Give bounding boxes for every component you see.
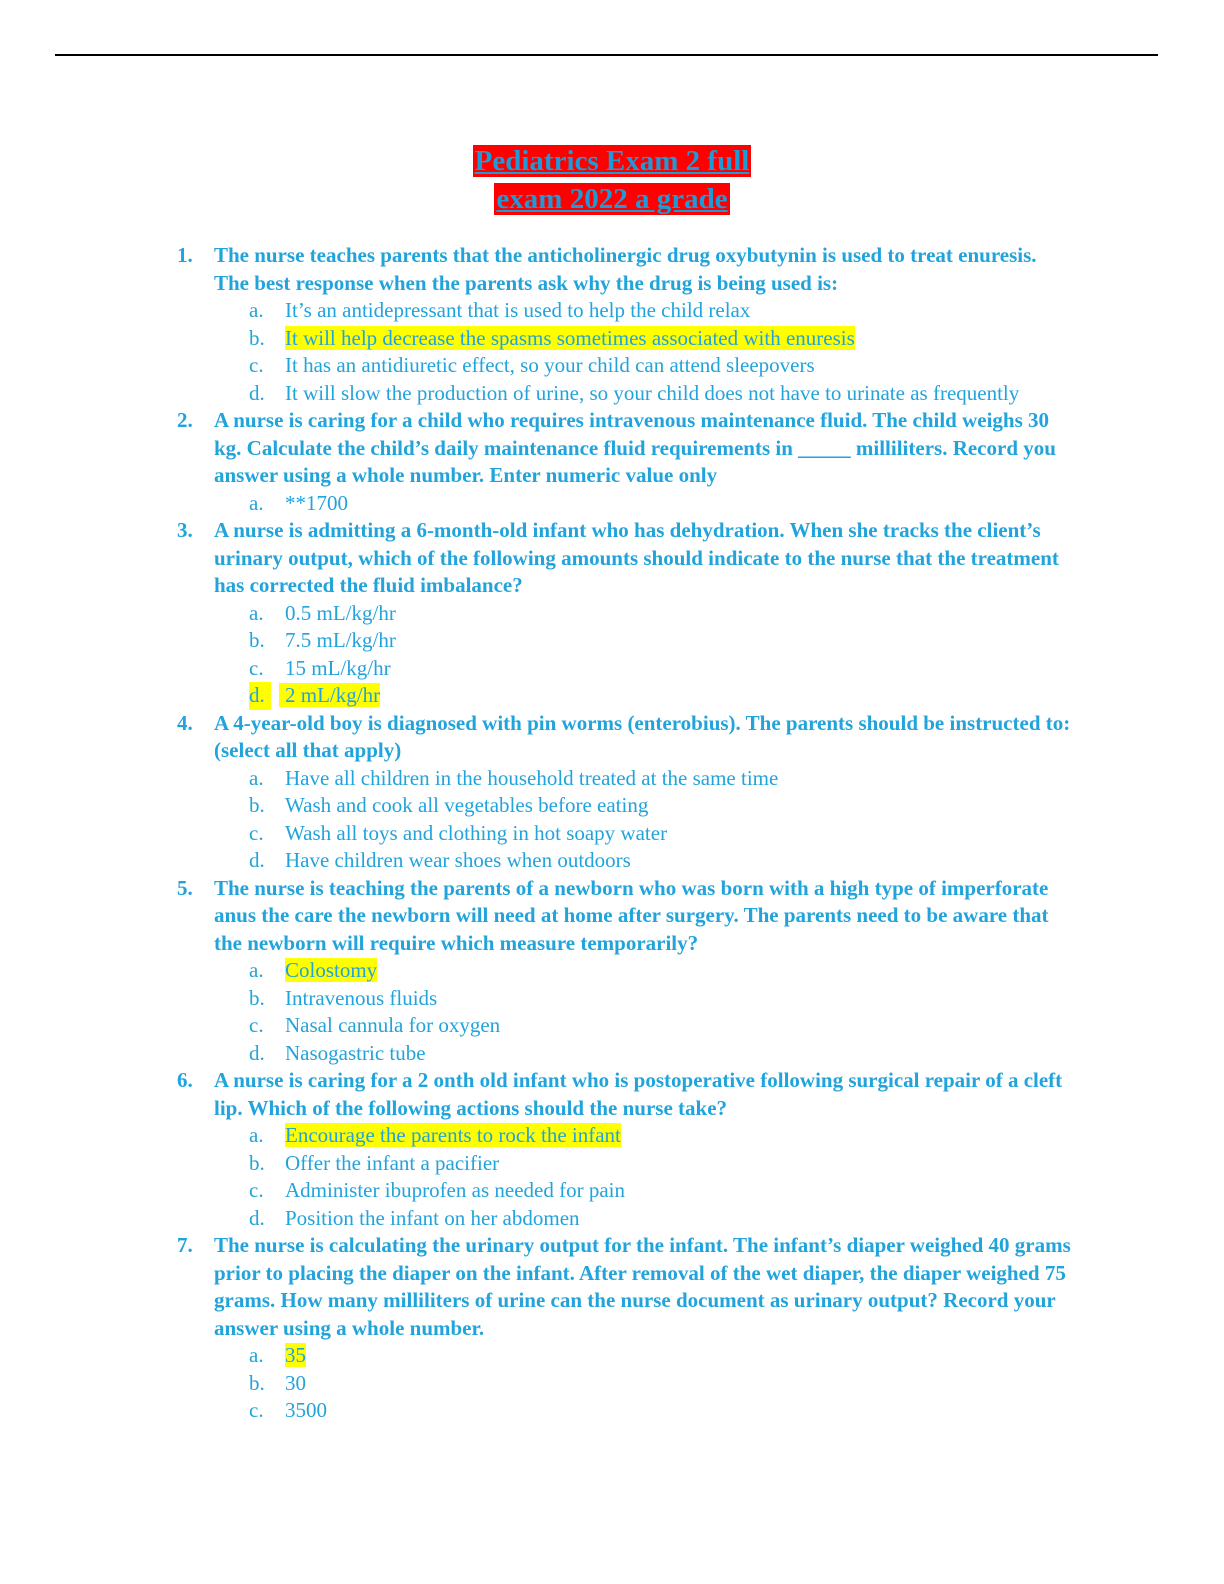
question-3 <box>0 517 1074 600</box>
question-text: A 4-year-old boy is diagnosed with pin worms (enterobius). The parents should be instructed to: (select all that apply) <box>214 710 1071 762</box>
option-letter: d. <box>249 682 271 710</box>
option-letter: d. <box>249 1205 265 1230</box>
answer-option <box>0 352 1045 380</box>
option-text: 0.5 mL/kg/hr <box>285 600 396 625</box>
answer-option <box>0 1397 1045 1425</box>
question-list <box>0 242 1224 1425</box>
option-text: **1700 <box>285 490 348 515</box>
answer-option <box>0 792 1045 820</box>
question-2 <box>0 407 1074 490</box>
answer-option <box>0 380 1045 408</box>
option-text: Nasal cannula for oxygen <box>285 1013 501 1037</box>
answer-option <box>0 682 1039 710</box>
option-letter: c. <box>249 353 264 377</box>
question-number: 2. <box>177 408 193 432</box>
question-4 <box>0 710 1074 765</box>
question-text: A nurse is caring for a 2 onth old infant who is postoperative following surgical repair of a cleft lip. Which of the following actions should the nurse take? <box>214 1068 1063 1120</box>
question-number: 6. <box>177 1068 193 1092</box>
option-letter: a. <box>249 958 264 982</box>
answer-option <box>0 820 1045 848</box>
answer-option <box>0 297 1045 325</box>
answer-option <box>0 600 1045 628</box>
answer-option <box>0 1370 1045 1398</box>
option-text: Offer the infant a pacifier <box>285 1150 500 1175</box>
answer-option <box>0 655 1045 683</box>
answer-option <box>0 1177 1045 1205</box>
title-line-1: Pediatrics Exam 2 full <box>474 145 750 177</box>
answer-option <box>0 847 1045 875</box>
option-text: Nasogastric tube <box>285 1040 426 1065</box>
option-letter: a. <box>249 1343 264 1367</box>
answer-option <box>0 985 1045 1013</box>
question-text: The nurse is calculating the urinary output for the infant. The infant’s diaper weighed 40 grams prior to placing the diaper on the infant. After removal of the wet diaper, the diaper weighed 75 grams. How many milliliters of urine can the nurse document as urinary output? Record your answer using a whole number. <box>214 1233 1071 1340</box>
option-text: 35 <box>285 1343 306 1367</box>
answer-option <box>0 1122 1045 1150</box>
question-7 <box>0 1232 1074 1342</box>
answer-option <box>0 1205 1045 1233</box>
option-text: Have all children in the household treated at the same time <box>285 765 779 790</box>
header-rule <box>55 54 1158 56</box>
answer-option <box>0 957 1045 985</box>
title-line-2: exam 2022 a grade <box>496 183 728 215</box>
question-text: A nurse is admitting a 6-month-old infant who has dehydration. When she tracks the client’s urinary output, which of the following amounts should indicate to the nurse that the treatment has corrected the fluid imbalance? <box>214 518 1059 597</box>
answer-option <box>0 1150 1045 1178</box>
option-letter: a. <box>249 1123 264 1147</box>
option-text: Administer ibuprofen as needed for pain <box>285 1178 625 1202</box>
question-number: 7. <box>177 1233 193 1257</box>
answer-option <box>0 325 1045 353</box>
option-letter: a. <box>249 600 264 625</box>
question-number: 5. <box>177 875 193 900</box>
answer-option <box>0 1342 1045 1370</box>
option-letter: d. <box>249 1040 265 1065</box>
option-text: It has an antidiuretic effect, so your child can attend sleepovers <box>285 353 815 377</box>
option-letter: a. <box>249 765 264 790</box>
option-letter: b. <box>249 325 265 350</box>
option-letter: c. <box>249 1013 264 1037</box>
option-letter: d. <box>249 380 265 405</box>
option-letter: c. <box>249 1178 264 1202</box>
option-text: Encourage the parents to rock the infant <box>285 1123 621 1147</box>
option-text: It will help decrease the spasms sometimes associated with enuresis <box>285 325 855 350</box>
option-text: Wash and cook all vegetables before eating <box>285 793 649 817</box>
option-letter: c. <box>249 655 264 680</box>
option-letter: b. <box>249 1150 265 1175</box>
option-text: 7.5 mL/kg/hr <box>285 628 396 652</box>
question-text: The nurse is teaching the parents of a newborn who was born with a high type of imperforate anus the care the newborn will need at home after surgery. The parents need to be aware that the newborn will require which measure temporarily? <box>214 875 1049 955</box>
option-letter: b. <box>249 793 265 817</box>
question-number: 3. <box>177 518 193 542</box>
document-title <box>0 142 1224 218</box>
question-number: 1. <box>177 243 193 267</box>
option-letter: c. <box>249 820 264 845</box>
option-text: 30 <box>285 1370 306 1395</box>
answer-option <box>0 490 1045 518</box>
option-text: Wash all toys and clothing in hot soapy water <box>285 820 668 845</box>
question-6 <box>0 1067 1074 1122</box>
option-text: 3500 <box>285 1398 327 1422</box>
option-letter: b. <box>249 985 265 1010</box>
option-text: Colostomy <box>285 958 378 982</box>
answer-option <box>0 765 1045 793</box>
question-number: 4. <box>177 710 193 735</box>
option-letter: b. <box>249 1370 265 1395</box>
option-text: It’s an antidepressant that is used to help the child relax <box>285 298 751 322</box>
option-text: Intravenous fluids <box>285 985 438 1010</box>
option-letter: c. <box>249 1398 264 1422</box>
answer-option <box>0 1012 1045 1040</box>
option-text: 2 mL/kg/hr <box>279 683 380 707</box>
question-1 <box>0 242 1074 297</box>
option-letter: b. <box>249 628 265 652</box>
question-text: A nurse is caring for a child who requires intravenous maintenance fluid. The child weighs 30 kg. Calculate the child’s daily maintenance fluid requirements in _____ milliliters. Record you answer using a whole number. Enter numeric value only <box>214 408 1056 487</box>
answer-option <box>0 1040 1045 1068</box>
option-text: 15 mL/kg/hr <box>285 655 391 680</box>
question-5 <box>0 875 1074 958</box>
answer-option <box>0 627 1045 655</box>
question-text: The nurse teaches parents that the anticholinergic drug oxybutynin is used to treat enuresis. The best response when the parents ask why the drug is being used is: <box>214 243 1037 295</box>
option-letter: a. <box>249 298 264 322</box>
option-text: Have children wear shoes when outdoors <box>285 848 631 872</box>
option-letter: d. <box>249 848 265 872</box>
option-text: Position the infant on her abdomen <box>285 1205 580 1230</box>
option-text: It will slow the production of urine, so your child does not have to urinate as frequently <box>285 380 1020 405</box>
option-letter: a. <box>249 490 264 515</box>
